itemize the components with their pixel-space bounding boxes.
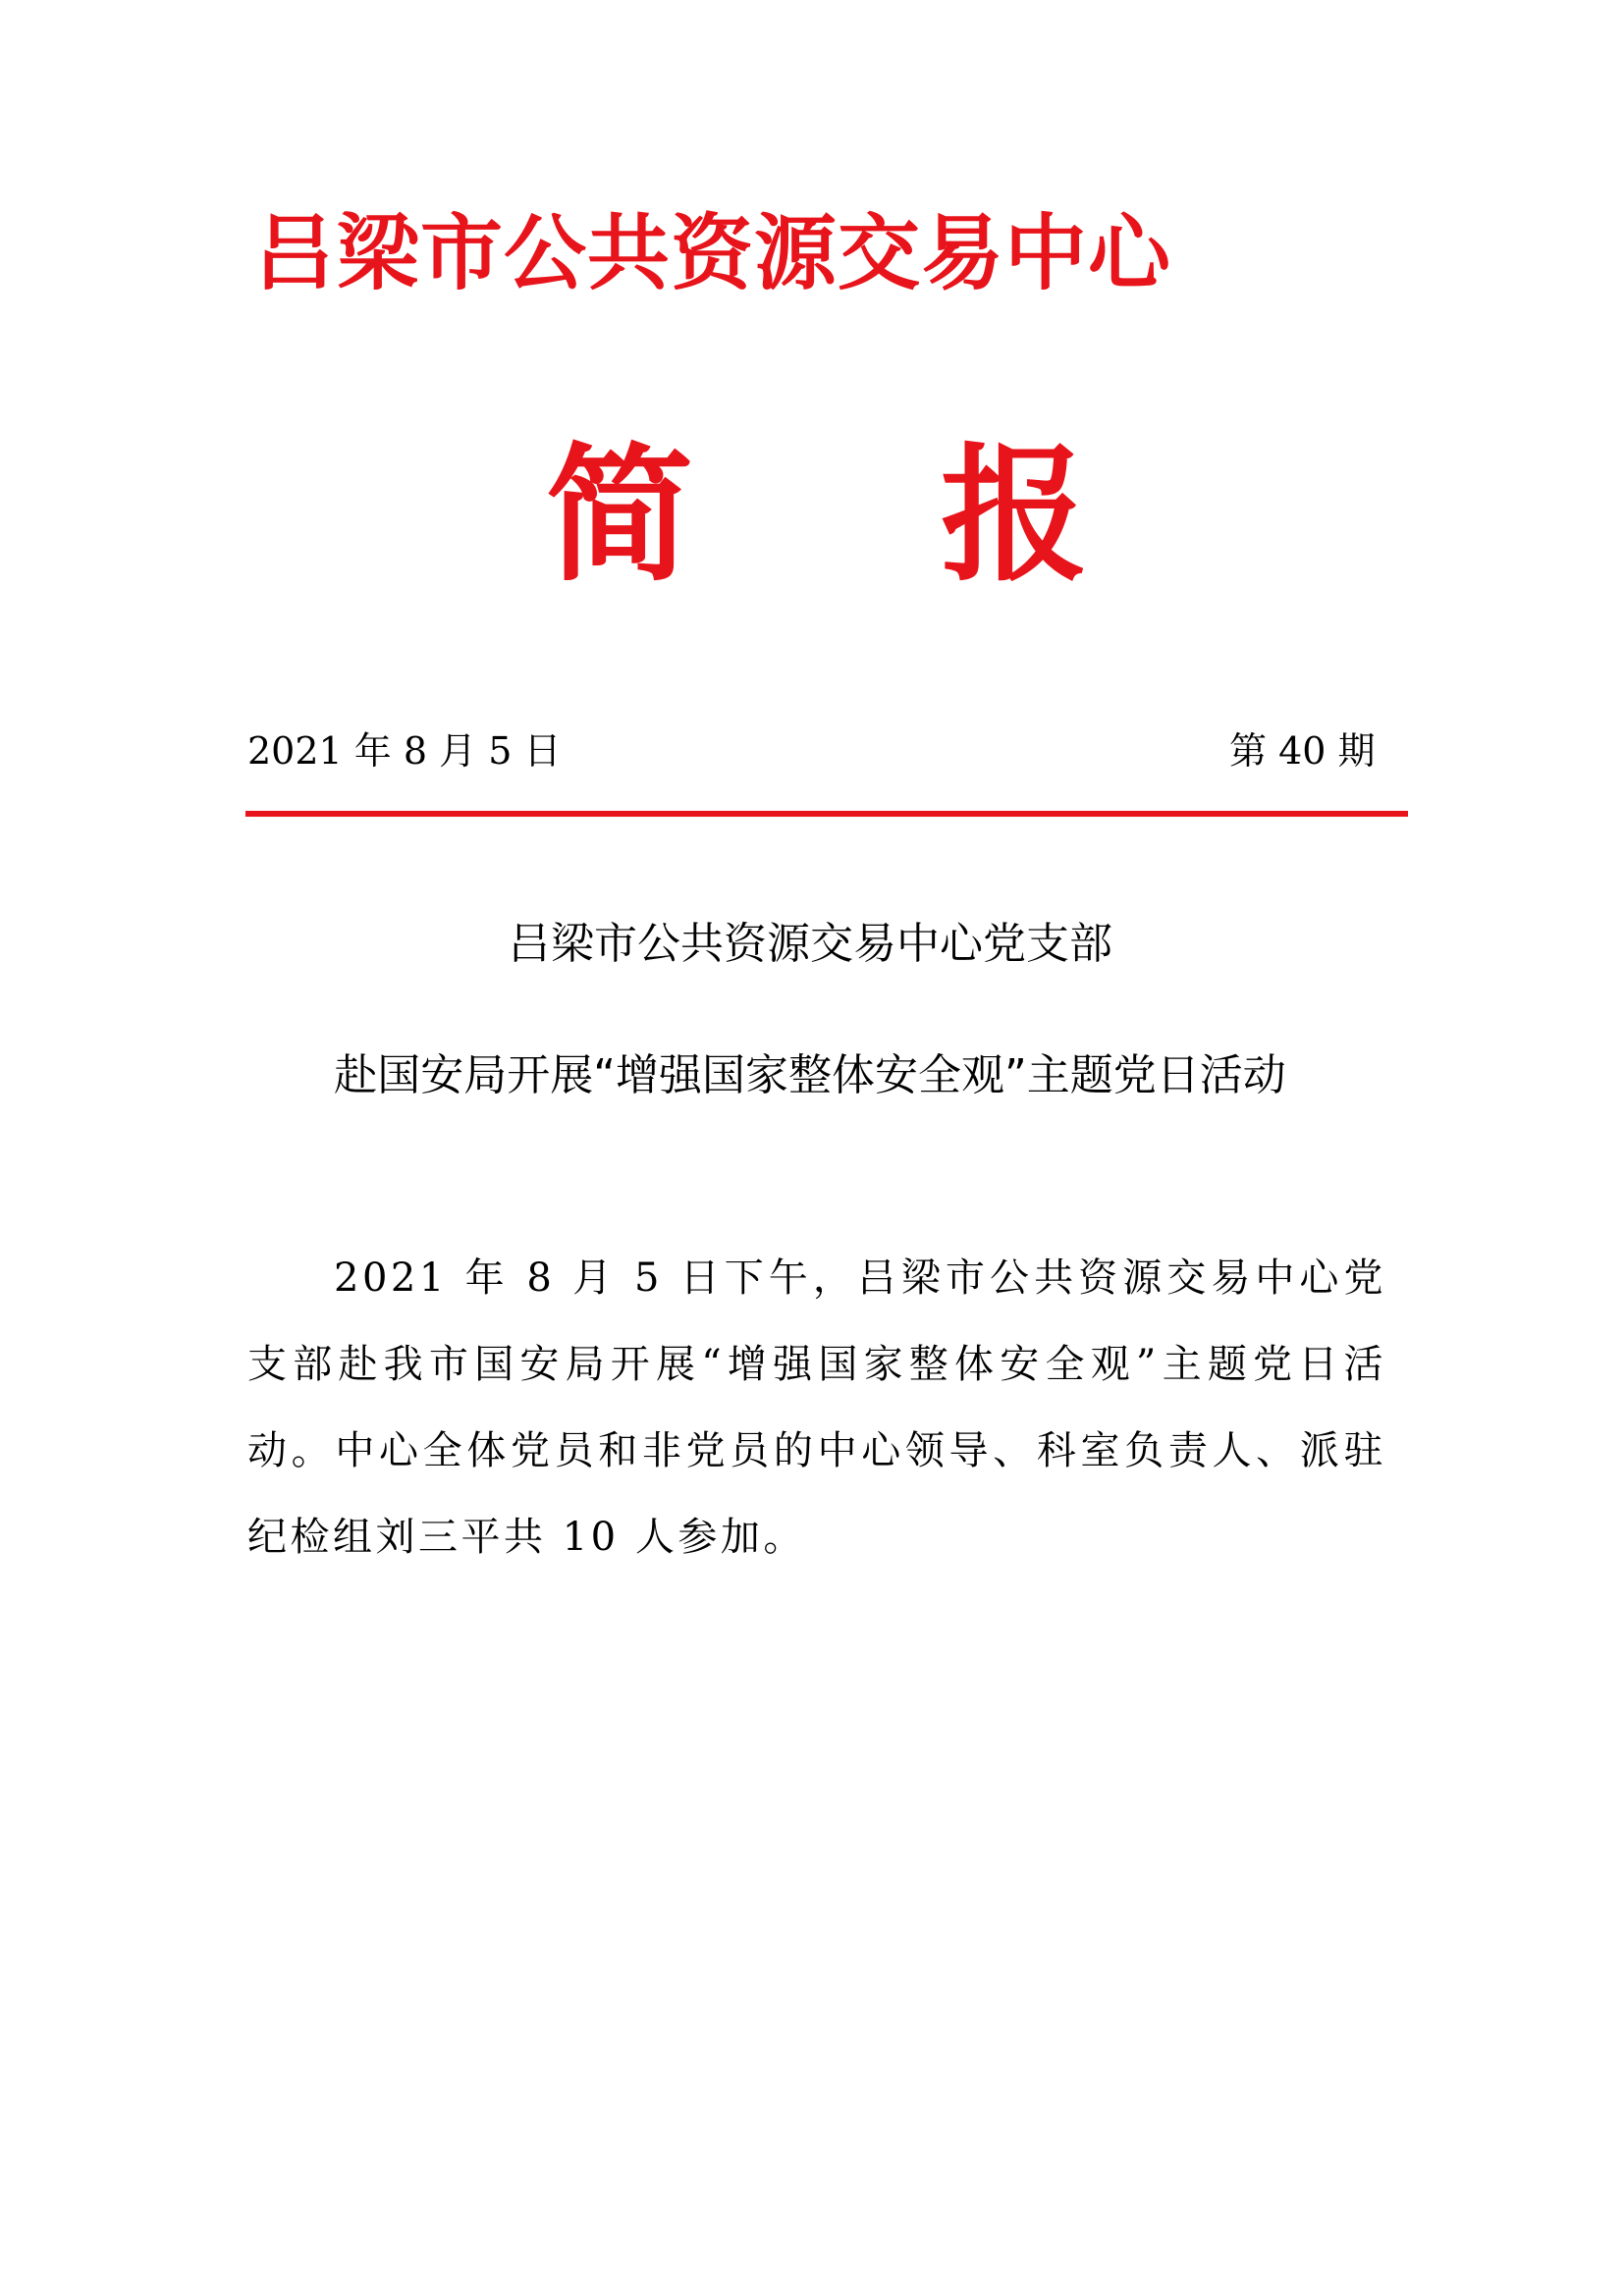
header-divider bbox=[245, 811, 1408, 817]
doc-type-char-2: 报 bbox=[941, 429, 1089, 602]
article-title-line-2: 赴国安局开展“增强国家整体安全观”主题党日活动 bbox=[334, 1050, 1286, 1100]
article-paragraph: 2021 年 8 月 5 日下午，吕梁市公共资源交易中心党支部赴我市国安局开展“增强国家整体安全观”主题党日活动。中心全体党员和非党员的中心领导、科室负责人、派驻纪检组刘三平共 10 人参加。 bbox=[247, 1255, 1386, 1560]
issue-date: 2021 年 8 月 5 日 bbox=[247, 729, 562, 773]
issue-number: 第 40 期 bbox=[1229, 729, 1376, 773]
doc-type-char-1: 简 bbox=[546, 429, 694, 602]
article-title-line-1: 吕梁市公共资源交易中心党支部 bbox=[508, 919, 1112, 969]
organization-name: 吕梁市公共资源交易中心 bbox=[253, 204, 1172, 301]
